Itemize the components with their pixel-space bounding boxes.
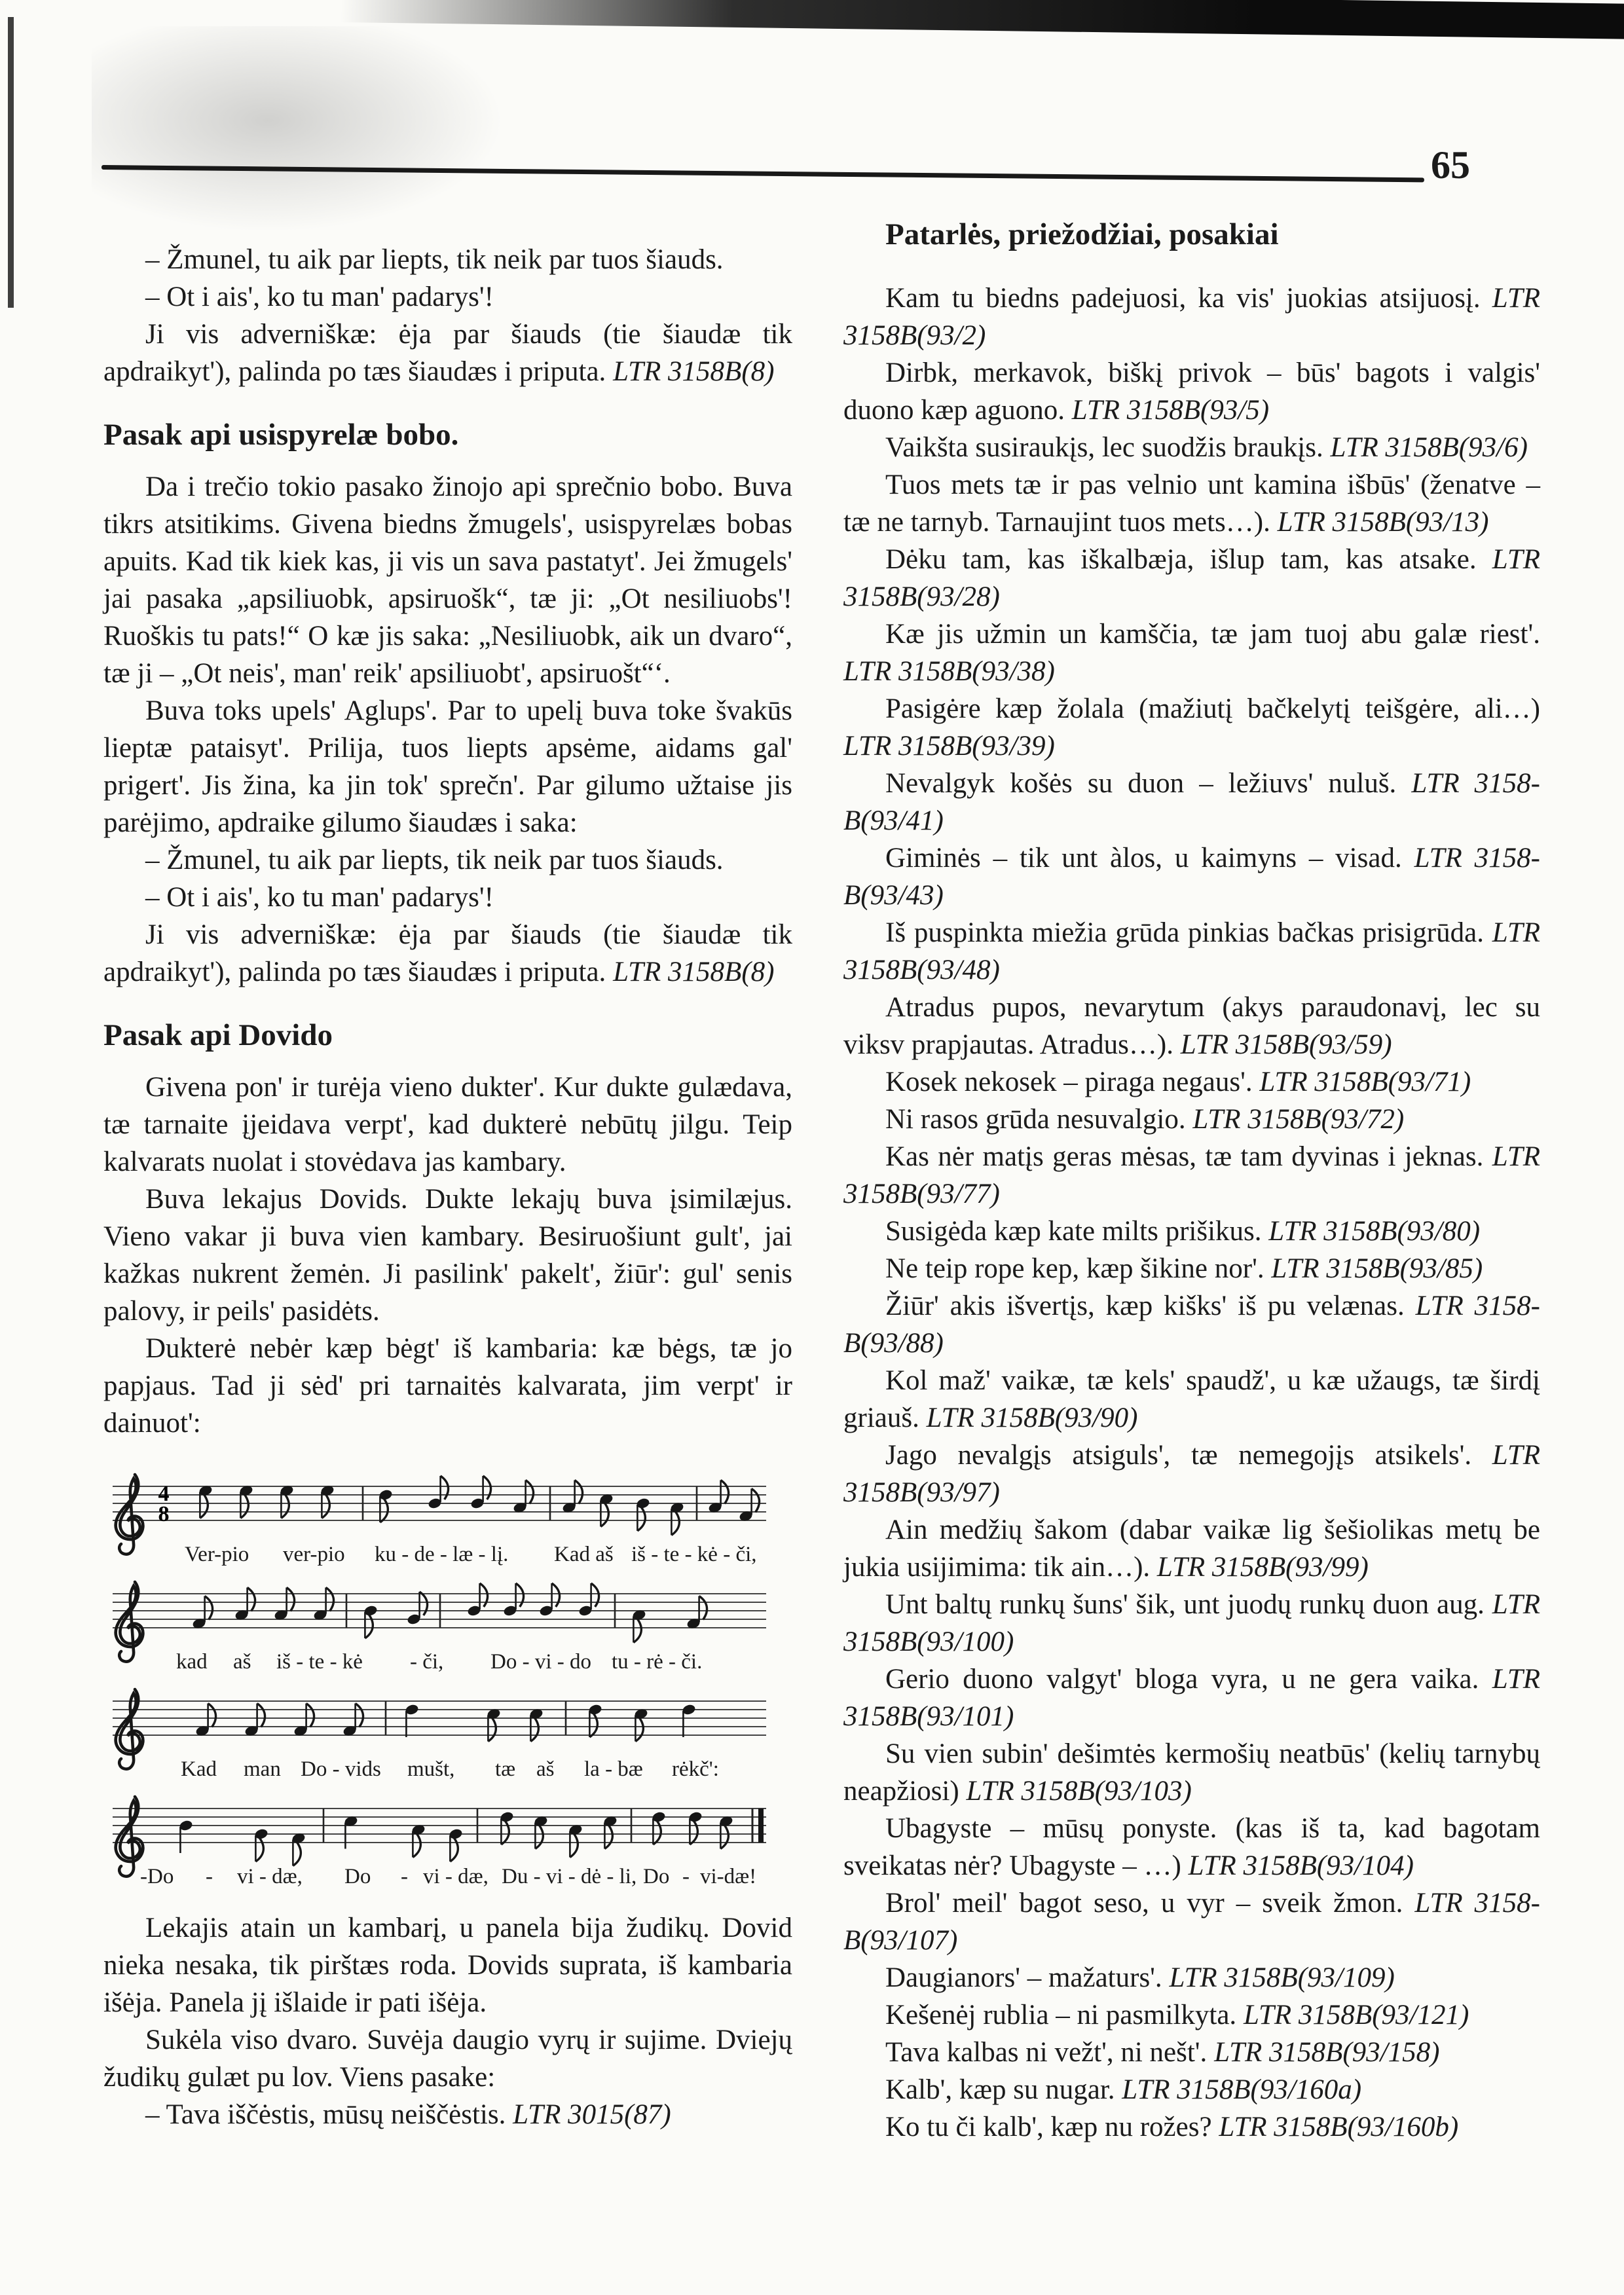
dialog-line: – Žmunel, tu aik par liepts, tik neik par tuos šiauds. — [145, 244, 724, 275]
ltr-reference: LTR 3158B(93/109) — [1169, 1962, 1395, 1993]
lyric-syllable: tæ — [495, 1757, 516, 1781]
lyric-syllable: vi - dæ, — [423, 1865, 489, 1888]
lyric-syllable: man — [244, 1757, 281, 1781]
lyric-syllable: aš — [536, 1757, 555, 1781]
paragraph: Kol maž' vaikæ, tæ kels' spaudž', u kæ užaugs, tæ širdį griauš. LTR 3158B(93/90) — [843, 1365, 1540, 1433]
ltr-reference: LTR 3158B(93/39) — [843, 731, 1055, 762]
music-staff — [107, 1683, 770, 1782]
ltr-reference: LTR 3158-B(93/43) — [843, 843, 1540, 911]
paragraph: Žiūr' akis išvertįs, kæp kišks' iš pu velænas. LTR 3158-B(93/88) — [843, 1291, 1540, 1359]
ltr-reference: LTR 3158B(8) — [613, 356, 775, 387]
paragraph: Lekajis atain un kambarį, u panela bija žudikų. Dovid nieka nesaka, tik pirštæs roda. Dovids suprata, iš kambaria išėja. Panela jį išlaide ir pati išėja. — [103, 1913, 792, 2018]
paragraph: Jago nevalgįs atsiguls', tæ nemegojįs atsikels'. LTR 3158B(93/97) — [843, 1440, 1541, 1508]
paragraph: Vaikšta susiraukįs, lec suodžis braukįs. LTR 3158B(93/6) — [885, 432, 1528, 463]
ltr-reference: LTR 3158B(93/13) — [1277, 507, 1489, 538]
lyric-syllable: Do - vi - do — [490, 1650, 591, 1674]
paragraph: Kosek nekosek – piraga negaus'. LTR 3158B(93/71) — [885, 1067, 1471, 1097]
scan-left-edge-line — [8, 17, 14, 308]
right-column — [843, 216, 1540, 2146]
ltr-reference: LTR 3158B(93/48) — [843, 917, 1540, 985]
svg-text:4: 4 — [158, 1482, 170, 1506]
paragraph: Dėku tam, kas iškalbæja, išlup tam, kas atsake. LTR 3158B(93/28) — [843, 544, 1541, 612]
lyric-syllable: iš - te - kė - či, — [631, 1543, 757, 1566]
ltr-reference: LTR 3158B(93/99) — [1156, 1552, 1369, 1583]
paragraph: Kam tu biedns padejuosi, ka vis' juokias atsijuosį. LTR 3158B(93/2) — [843, 283, 1540, 351]
ltr-reference: LTR 3158B(93/71) — [1259, 1067, 1471, 1097]
ltr-reference: LTR 3158B(93/160a) — [1122, 2074, 1362, 2105]
paragraph: Su vien subin' dešimtės kermošių neatbūs' (kelių tarnybų neapžiosi) LTR 3158B(93/103) — [843, 1738, 1540, 1807]
lyric-syllable: Do - vids — [301, 1757, 381, 1781]
paragraph: Buva toks upels' Aglups'. Par to upelį buva toke švakūs lieptæ pataisyt'. Prilija, tuos liepts apsėme, aidams gal' prigert'. Jis žina, ka jin tok' sprečn'. Par gilumo užtaise jis parėjimo, apdraike gilumo šiaudæs i saka: — [103, 695, 792, 838]
left-column — [103, 241, 792, 2133]
ltr-reference: LTR 3158-B(93/107) — [843, 1888, 1540, 1956]
ltr-reference: LTR 3158B(8) — [613, 957, 775, 987]
dialog-line: – Ot i ais', ko tu man' padarys'! — [145, 282, 494, 312]
ltr-reference: LTR 3158B(93/38) — [843, 656, 1055, 687]
lyric-syllable: Ver-pio — [185, 1543, 249, 1566]
music-staff — [107, 1790, 770, 1890]
lyric-syllable: -Do — [140, 1865, 174, 1888]
paragraph: Ji vis adverniškæ: ėja par šiauds (tie šiaudæ tik apdraikyt'), palinda po tæs šiaudæs i priputa. LTR 3158B(8) — [103, 319, 792, 387]
ltr-reference: LTR 3158B(93/103) — [966, 1776, 1192, 1807]
paragraph: Kešenėj rublia – ni pasmilkyta. LTR 3158B(93/121) — [885, 2000, 1469, 2030]
ltr-reference: LTR 3158B(93/6) — [1330, 432, 1528, 463]
lyric-syllable: Kad aš — [554, 1543, 614, 1566]
paragraph: Giminės – tik unt àlos, u kaimyns – visad. LTR 3158-B(93/43) — [843, 843, 1540, 911]
paragraph: Buva lekajus Dovids. Dukte lekajų buva įsimilæjus. Vieno vakar ji buva vien kambary. Besiruošiunt gult', jai kažkas nukrent žemėn. Ji pasilink' pakelt', žiūr': gul' senis palovy, ir peils' pasidėts. — [103, 1184, 792, 1327]
ltr-reference: LTR 3158B(93/101) — [843, 1664, 1540, 1732]
paragraph: Ni rasos grūda nesuvalgio. LTR 3158B(93/72) — [885, 1104, 1405, 1135]
lyric-syllable: kad — [176, 1650, 208, 1674]
paragraph: Brol' meil' bagot seso, u vyr – sveik žmon. LTR 3158-B(93/107) — [843, 1888, 1540, 1956]
ltr-reference: LTR 3158B(93/2) — [843, 283, 1540, 351]
dialog-line: – Žmunel, tu aik par liepts, tik neik par tuos šiauds. — [145, 845, 724, 875]
scan-corner-shadow — [92, 26, 511, 236]
ltr-reference: LTR 3158B(93/160b) — [1219, 2112, 1459, 2142]
ltr-reference: LTR 3158B(93/59) — [1180, 1029, 1392, 1060]
paragraph: Nevalgyk košės su duon – ležiuvs' nuluš. LTR 3158-B(93/41) — [843, 768, 1540, 836]
paragraph: Tuos mets tæ ir pas velnio unt kamina išbūs' (ženatve – tæ ne tarnyb. Tarnaujint tuos mets…). LTR 3158B(93/13) — [843, 469, 1540, 538]
ltr-reference: LTR 3015(87) — [513, 2099, 671, 2130]
paragraph: Unt baltų runkų šuns' šik, unt juodų runkų duon aug. LTR 3158B(93/100) — [843, 1589, 1541, 1657]
lyric-syllable: Do — [344, 1865, 371, 1888]
paragraph: Kalb', kæp su nugar. LTR 3158B(93/160a) — [885, 2074, 1362, 2105]
section-heading: Pasak api Dovido — [103, 1018, 333, 1052]
ltr-reference: LTR 3158B(93/90) — [926, 1403, 1138, 1433]
paragraph: Ne teip rope kep, kæp šikine nor'. LTR 3158B(93/85) — [885, 1253, 1483, 1284]
paragraph: Ubagyste – mūsų ponyste. (kas iš ta, kad bagotam sveikatas nėr? Ubagyste – …) LTR 3158B(93/104) — [843, 1813, 1540, 1881]
paragraph: Kæ jis užmin un kamščia, tæ jam tuoj abu galæ riest'. LTR 3158B(93/38) — [843, 619, 1540, 687]
ltr-reference: LTR 3158B(93/158) — [1214, 2037, 1440, 2068]
lyric-syllable: Kad — [181, 1757, 217, 1781]
right-column-heading: Patarlės, priežodžiai, posakiai — [885, 217, 1279, 251]
ltr-reference: LTR 3158B(93/100) — [843, 1589, 1541, 1657]
music-staff — [107, 1575, 770, 1675]
page-number: 65 — [1431, 143, 1470, 187]
ltr-reference: LTR 3158B(93/28) — [843, 544, 1541, 612]
paragraph: Susigėda kæp kate milts prišikus. LTR 3158B(93/80) — [885, 1216, 1481, 1247]
paragraph: Ji vis adverniškæ: ėja par šiauds (tie šiaudæ tik apdraikyt'), palinda po tæs šiaudæs i priputa. LTR 3158B(8) — [103, 919, 792, 987]
paragraph: Ko tu či kalb', kæp nu rožes? LTR 3158B(93/160b) — [885, 2112, 1459, 2142]
lyric-syllable: la - bæ — [584, 1757, 643, 1781]
paragraph: Da i trečio tokio pasako žinojo api sprečnio bobo. Buva tikrs atsitikims. Givena biedns žmugels', usispyrelæs bobas apuits. Kad tik kiek kas, ji vis un sava pastatyt'. Jei žmugels' jai pasaka „apsiliuobk, apsiruošk“, tæ ji: „Ot nesiliuobs'! Ruoškis tu pats!“ O kæ jis saka: „Nesiliuobk, aik un dvaro“, tæ ji – „Ot neis', man' reik' apsiliuobt', apsiruošt“‘. — [103, 471, 792, 689]
proverb-list — [843, 280, 1540, 2146]
ltr-reference: LTR 3158B(93/104) — [1188, 1850, 1414, 1881]
lyric-syllable: - — [401, 1865, 408, 1888]
music-staff — [107, 1468, 770, 1568]
lyric-syllable: - — [682, 1865, 690, 1888]
section-heading: Pasak api usispyrelæ bobo. — [103, 418, 459, 452]
lyric-syllable: aš — [233, 1650, 251, 1674]
paragraph: Kas nėr matįs geras mėsas, tæ tam dyvinas i jeknas. LTR 3158B(93/77) — [843, 1141, 1541, 1209]
paragraph: Dukterė nebėr kæp bėgt' iš kambaria: kæ bėgs, tæ jo papjaus. Tad ji sėd' pri tarnaitės kalvarata, jim verpt' ir dainuot': — [103, 1333, 792, 1439]
lyric-syllable: Du - vi - dė - li, — [502, 1865, 637, 1888]
paragraph: Tava kalbas ni vežt', ni nešt'. LTR 3158B(93/158) — [885, 2037, 1440, 2068]
ltr-reference: LTR 3158B(93/121) — [1243, 2000, 1469, 2030]
ltr-reference: LTR 3158-B(93/41) — [843, 768, 1540, 836]
svg-text:8: 8 — [158, 1502, 170, 1526]
lyric-syllable: vi - dæ, — [237, 1865, 303, 1888]
lyric-syllable: mušt, — [407, 1757, 455, 1781]
paragraph: Atradus pupos, nevarytum (akys paraudonavį, lec su viksv prapjautas. Atradus…). LTR 3158B(93/59) — [843, 992, 1540, 1060]
ltr-reference: LTR 3158B(93/80) — [1268, 1216, 1481, 1247]
dialog-line: – Ot i ais', ko tu man' padarys'! — [145, 882, 494, 913]
paragraph: Gerio duono valgyt' bloga vyra, u ne gera vaika. LTR 3158B(93/101) — [843, 1664, 1540, 1732]
dialog-line: – Tava iščėstis, mūsų neiščėstis. LTR 3015(87) — [145, 2099, 671, 2130]
ltr-reference: LTR 3158B(93/72) — [1192, 1104, 1405, 1135]
ltr-reference: LTR 3158B(93/97) — [843, 1440, 1541, 1508]
ltr-reference: LTR 3158B(93/77) — [843, 1141, 1541, 1209]
ltr-reference: LTR 3158B(93/5) — [1071, 395, 1270, 426]
lyric-syllable: ver-pio — [283, 1543, 345, 1566]
music-score — [107, 1468, 770, 1890]
lyric-syllable: tu - rė - či. — [612, 1650, 703, 1674]
paragraph: Ain medžių šakom (dabar vaikæ lig šešiolikas metų be jukia usijimima: tik ain…). LTR 3158B(93/99) — [843, 1515, 1540, 1583]
paragraph: Iš puspinkta miežia grūda pinkias bačkas prisigrūda. LTR 3158B(93/48) — [843, 917, 1540, 985]
paragraph: Pasigėre kæp žolala (mažiutį bačkelytį teišgėre, ali…) LTR 3158B(93/39) — [843, 693, 1540, 762]
scan-edge-streak — [341, 0, 1624, 39]
lyric-syllable: iš - te - kė — [276, 1650, 363, 1674]
paragraph: Givena pon' ir turėja vieno dukter'. Kur dukte gulædava, tæ tarnaite įjeidava verpt', kad dukterė nebūtų jilgu. Teip kalvarats nuolat i stovėdava jas kambary. — [103, 1072, 792, 1177]
paragraph: Daugianors' – mažaturs'. LTR 3158B(93/109) — [885, 1962, 1395, 1993]
lyric-syllable: rėkč': — [672, 1757, 719, 1781]
lyric-syllable: ku - de - læ - lį. — [375, 1543, 509, 1566]
lyric-syllable: - — [206, 1865, 213, 1888]
paragraph: Sukėla viso dvaro. Suvėja daugio vyrų ir sujime. Dviejų žudikų gulæt pu lov. Viens pasake: — [103, 2025, 792, 2093]
paragraph: Dirbk, merkavok, biškį privok – būs' bagots i valgis' duono kæp aguono. LTR 3158B(93/5) — [843, 358, 1540, 426]
ltr-reference: LTR 3158-B(93/88) — [843, 1291, 1540, 1359]
ltr-reference: LTR 3158B(93/85) — [1271, 1253, 1483, 1284]
lyric-syllable: vi-dæ! — [700, 1865, 757, 1888]
lyric-syllable: Do — [643, 1865, 670, 1888]
lyric-syllable: - či, — [410, 1650, 444, 1674]
